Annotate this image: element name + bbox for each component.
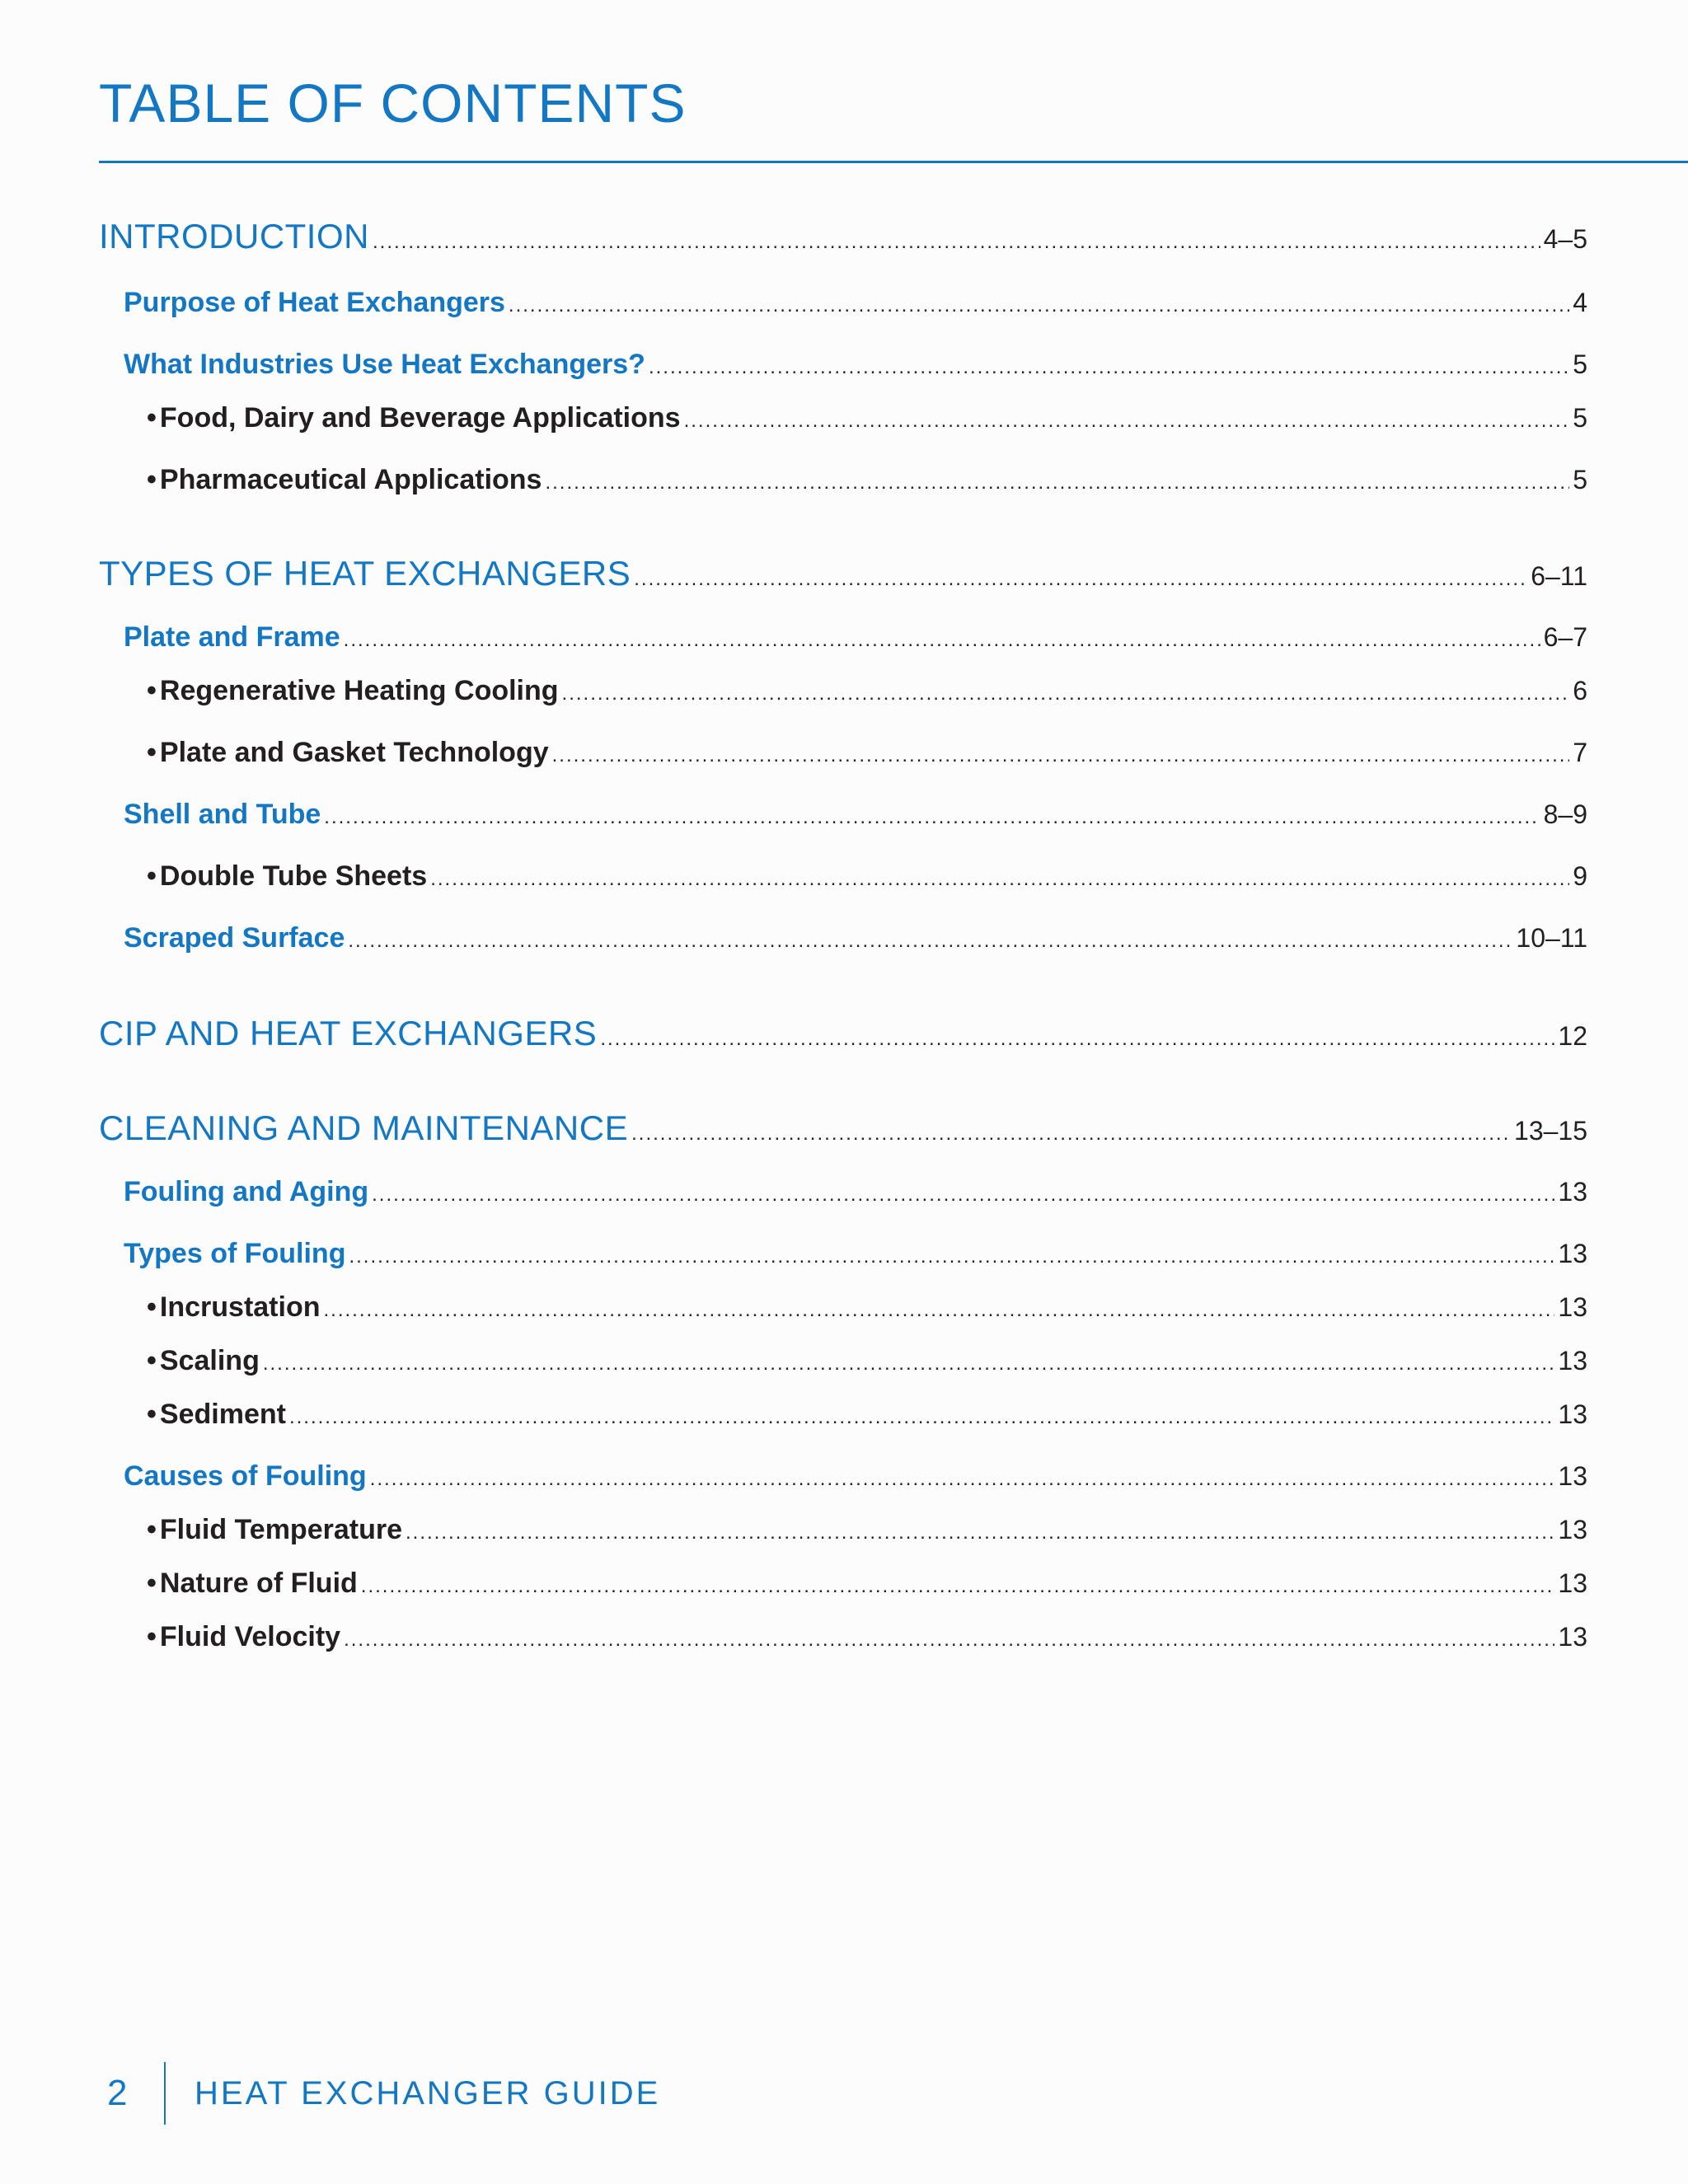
dot-leader xyxy=(373,232,1540,252)
toc-item-double-tube[interactable] xyxy=(147,862,1587,890)
dot-leader xyxy=(370,1469,1555,1489)
toc-entry-label: Purpose of Heat Exchangers xyxy=(124,287,505,318)
bullet-icon: • xyxy=(147,1514,157,1545)
bullet-icon: • xyxy=(147,860,157,892)
toc-entry-label: TYPES OF HEAT EXCHANGERS xyxy=(99,554,631,593)
toc-page-number: 6–11 xyxy=(1531,561,1587,591)
dot-leader xyxy=(344,630,1540,650)
toc-page-number: 13 xyxy=(1558,1515,1587,1544)
toc-page-number: 13–15 xyxy=(1514,1116,1587,1146)
toc-item-scaling[interactable] xyxy=(147,1347,1587,1375)
toc-entry-label: Sediment xyxy=(159,1399,286,1430)
bullet-icon: • xyxy=(147,464,157,495)
toc-page-number: 8–9 xyxy=(1543,799,1587,829)
toc-page-number: 10–11 xyxy=(1516,923,1587,953)
dot-leader xyxy=(344,1630,1554,1650)
page-title: TABLE OF CONTENTS xyxy=(99,73,687,134)
dot-leader xyxy=(545,473,1569,493)
toc-page-number: 5 xyxy=(1573,349,1587,379)
toc-item-food-dairy[interactable] xyxy=(147,404,1587,432)
dot-leader xyxy=(263,1354,1555,1374)
dot-leader xyxy=(348,931,1512,951)
dot-leader xyxy=(649,358,1569,377)
toc-subsection-causes-fouling[interactable] xyxy=(124,1462,1587,1490)
toc-subsection-purpose[interactable] xyxy=(124,288,1587,316)
toc-item-regenerative[interactable] xyxy=(147,677,1587,705)
dot-leader xyxy=(562,684,1570,704)
toc-page-number: 7 xyxy=(1573,738,1587,767)
toc-page-number: 5 xyxy=(1573,403,1587,433)
footer-page-number: 2 xyxy=(107,2073,128,2113)
dot-leader xyxy=(349,1247,1554,1267)
toc-item-incrustation[interactable] xyxy=(147,1293,1587,1321)
toc-page-number: 12 xyxy=(1558,1021,1587,1051)
toc-entry-label: Causes of Fouling xyxy=(124,1460,367,1492)
toc-section-types[interactable] xyxy=(99,556,1587,591)
dot-leader xyxy=(323,1301,1554,1320)
toc-item-pharmaceutical[interactable] xyxy=(147,466,1587,494)
bullet-icon: • xyxy=(147,1621,157,1652)
toc-subsection-fouling-aging[interactable] xyxy=(124,1178,1587,1206)
toc-page-number: 13 xyxy=(1558,1399,1587,1429)
toc-page-number: 4 xyxy=(1573,288,1587,317)
footer-guide-title: HEAT EXCHANGER GUIDE xyxy=(195,2075,661,2111)
dot-leader xyxy=(372,1185,1554,1205)
toc-subsection-industries[interactable] xyxy=(124,350,1587,378)
toc-entry-label: Types of Fouling xyxy=(124,1238,346,1269)
toc-subsection-plate-frame[interactable] xyxy=(124,623,1587,651)
toc-page-number: 6–7 xyxy=(1543,622,1587,652)
dot-leader xyxy=(406,1523,1554,1543)
footer-divider xyxy=(164,2062,166,2125)
bullet-icon: • xyxy=(147,402,157,434)
toc-entry-label: Scaling xyxy=(159,1345,260,1376)
dot-leader xyxy=(324,808,1540,827)
toc-page-number: 5 xyxy=(1573,465,1587,494)
toc-section-introduction[interactable] xyxy=(99,219,1587,254)
toc-page-number: 13 xyxy=(1558,1346,1587,1376)
toc-item-fluid-velocity[interactable] xyxy=(147,1623,1587,1651)
toc-entry-label: CIP AND HEAT EXCHANGERS xyxy=(99,1014,598,1052)
bullet-icon: • xyxy=(147,1399,157,1430)
bullet-icon: • xyxy=(147,737,157,768)
toc-page-number: 13 xyxy=(1558,1177,1587,1207)
toc-page-number: 13 xyxy=(1558,1292,1587,1322)
toc-item-fluid-temperature[interactable] xyxy=(147,1516,1587,1544)
toc-entry-label: Fluid Velocity xyxy=(159,1621,341,1652)
toc-subsection-scraped[interactable] xyxy=(124,924,1587,952)
dot-leader xyxy=(430,869,1569,889)
dot-leader xyxy=(552,746,1570,766)
dot-leader xyxy=(684,411,1570,431)
bullet-icon: • xyxy=(147,1568,157,1599)
toc-item-sediment[interactable] xyxy=(147,1400,1587,1428)
toc-entry-label: Incrustation xyxy=(159,1291,321,1323)
dot-leader xyxy=(634,569,1527,589)
toc-item-plate-gasket[interactable] xyxy=(147,738,1587,766)
toc-page-number: 13 xyxy=(1558,1239,1587,1268)
toc-section-cip[interactable] xyxy=(99,1016,1587,1051)
toc-page-number: 13 xyxy=(1558,1622,1587,1652)
toc-entry-label: Scraped Surface xyxy=(124,922,345,954)
toc-entry-label: Food, Dairy and Beverage Applications xyxy=(159,402,681,434)
toc-entry-label: Regenerative Heating Cooling xyxy=(159,675,559,706)
dot-leader xyxy=(600,1029,1554,1049)
toc-entry-label: What Industries Use Heat Exchangers? xyxy=(124,349,645,380)
toc-subsection-types-fouling[interactable] xyxy=(124,1240,1587,1268)
toc-subsection-shell-tube[interactable] xyxy=(124,800,1587,828)
toc-entry-label: Double Tube Sheets xyxy=(159,860,428,892)
dot-leader xyxy=(631,1124,1511,1144)
toc-section-cleaning[interactable] xyxy=(99,1108,1587,1147)
toc-entry-label: Fouling and Aging xyxy=(124,1176,369,1207)
toc-entry-label: Pharmaceutical Applications xyxy=(159,464,542,495)
dot-leader xyxy=(361,1577,1555,1596)
toc-entry-label: CLEANING AND MAINTENANCE xyxy=(99,1108,629,1147)
toc-page-number: 4–5 xyxy=(1543,224,1587,254)
dot-leader xyxy=(509,296,1569,316)
bullet-icon: • xyxy=(147,1291,157,1323)
toc-entry-label: Nature of Fluid xyxy=(159,1568,358,1599)
toc-page-number: 13 xyxy=(1558,1461,1587,1491)
toc-entry-label: Plate and Gasket Technology xyxy=(159,737,549,768)
toc-page-number: 6 xyxy=(1573,676,1587,705)
toc-entry-label: INTRODUCTION xyxy=(99,217,369,255)
toc-page-number: 13 xyxy=(1558,1568,1587,1598)
bullet-icon: • xyxy=(147,675,157,706)
toc-entry-label: Shell and Tube xyxy=(124,799,321,830)
toc-item-nature-fluid[interactable] xyxy=(147,1569,1587,1597)
toc-entry-label: Plate and Frame xyxy=(124,621,340,653)
bullet-icon: • xyxy=(147,1345,157,1376)
dot-leader xyxy=(289,1408,1554,1427)
toc-page-number: 9 xyxy=(1573,861,1587,891)
toc-entry-label: Fluid Temperature xyxy=(159,1514,402,1545)
